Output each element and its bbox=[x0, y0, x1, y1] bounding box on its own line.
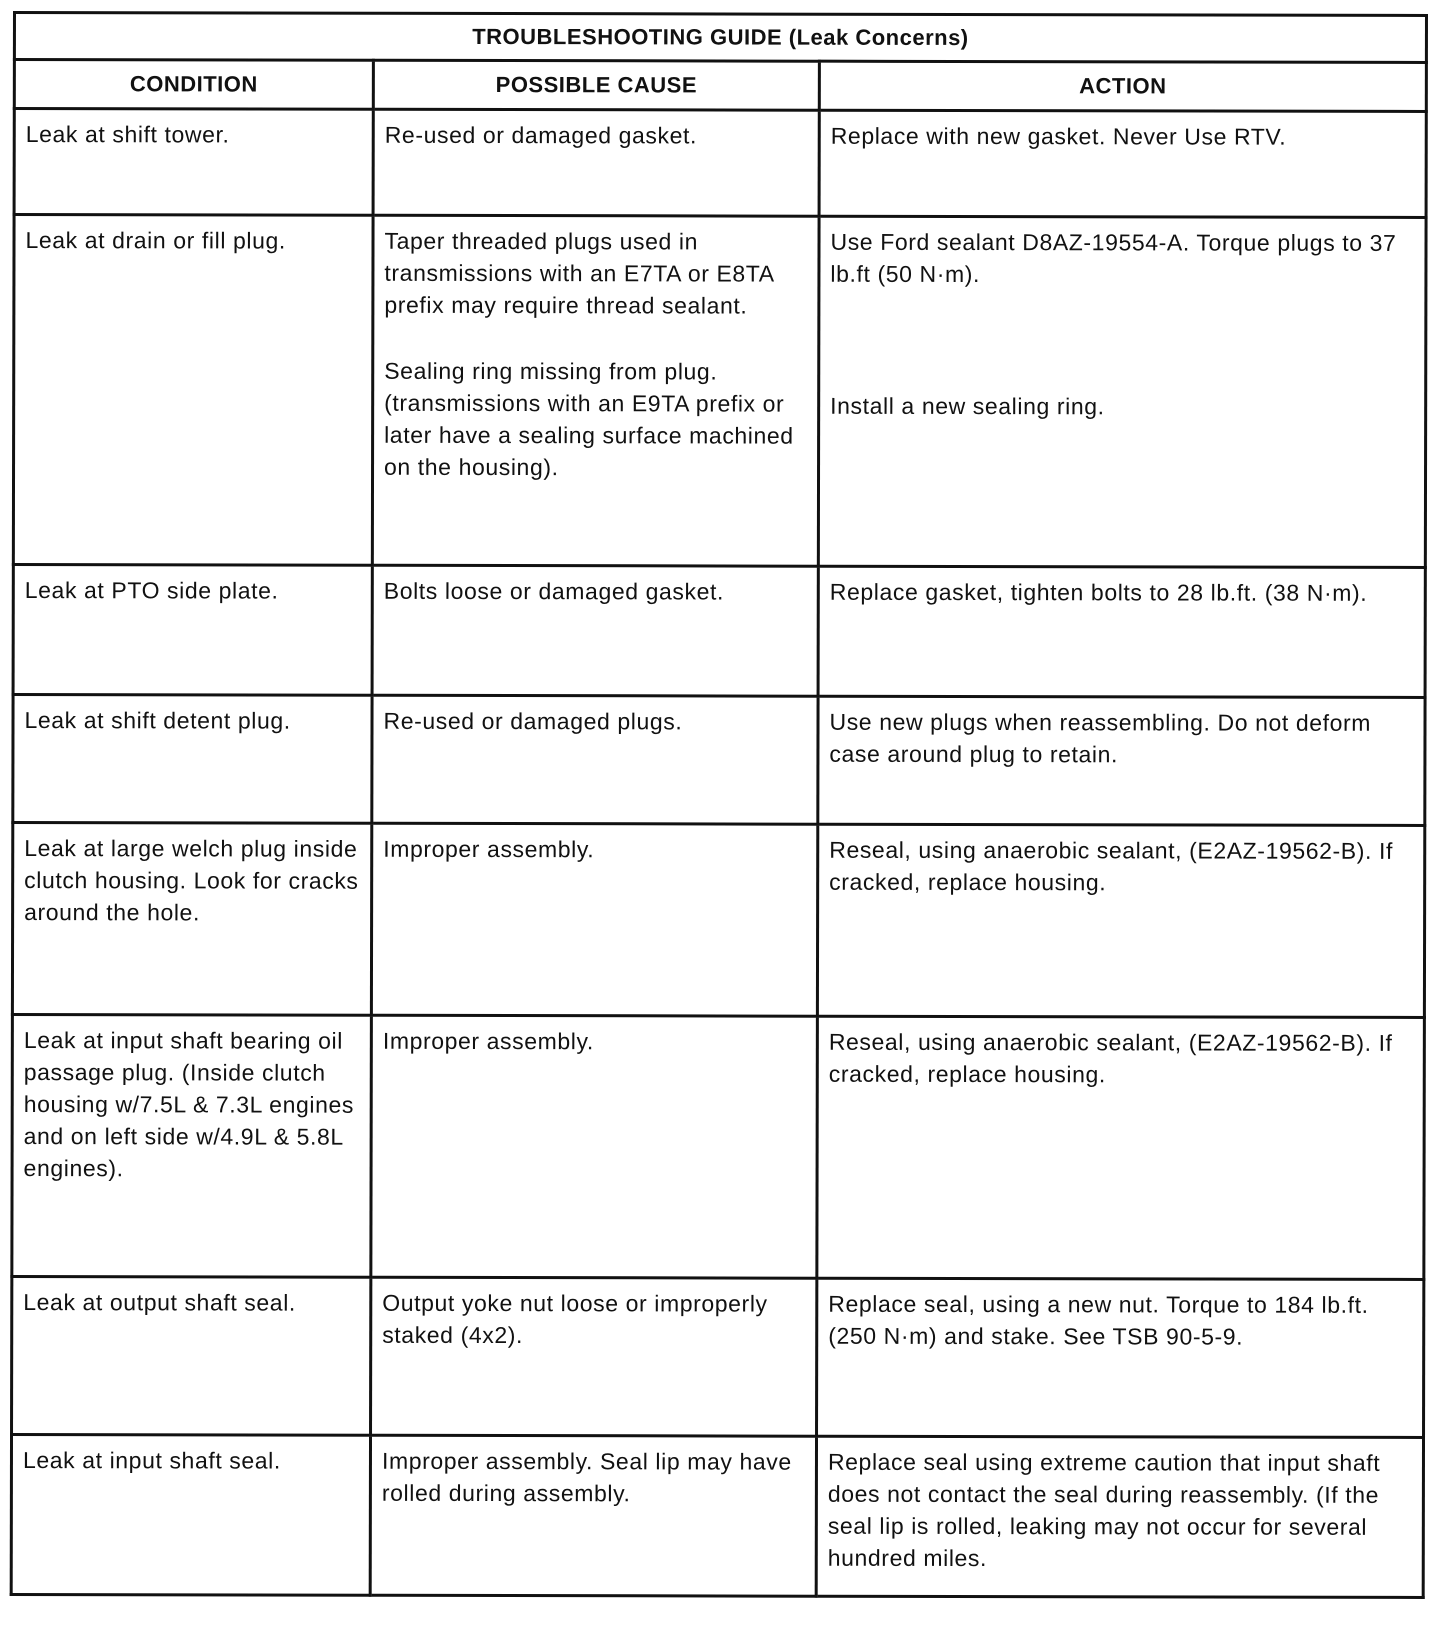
troubleshooting-table bbox=[10, 11, 1428, 1599]
header-condition: CONDITION bbox=[14, 60, 373, 110]
action-text: Use new plugs when reassembling. Do not deform case around plug to retain. bbox=[829, 708, 1372, 768]
cause-text: Re-used or damaged plugs. bbox=[383, 707, 683, 735]
table-row bbox=[11, 1435, 1423, 1598]
action-text: Install a new sealing ring. bbox=[830, 392, 1105, 420]
action-text: Use Ford sealant D8AZ-19554-A. Torque plugs to 37 lb.ft (50 N·m). bbox=[830, 228, 1397, 288]
header-possible-cause: POSSIBLE CAUSE bbox=[373, 60, 819, 110]
condition-cell bbox=[13, 215, 373, 566]
condition-cell bbox=[12, 1277, 371, 1436]
header-action: ACTION bbox=[819, 61, 1426, 111]
table-row bbox=[14, 109, 1426, 218]
action-cell bbox=[817, 1016, 1425, 1279]
table-row bbox=[12, 823, 1424, 1018]
cause-cell bbox=[372, 215, 819, 566]
condition-text: Leak at input shaft bearing oil passage plug. (Inside clutch housing w/7.5L & 7.3L engines and on left side w/4.9L & 5.8L engines). bbox=[23, 1027, 355, 1182]
cause-text: Improper assembly. bbox=[383, 835, 595, 863]
cause-cell bbox=[372, 695, 818, 824]
cause-text: Improper assembly. bbox=[382, 1027, 594, 1055]
condition-text: Leak at shift detent plug. bbox=[24, 707, 291, 734]
action-text: Reseal, using anaerobic sealant, (E2AZ-19562-B). If cracked, replace housing. bbox=[829, 836, 1394, 896]
condition-text: Leak at PTO side plate. bbox=[24, 577, 279, 604]
action-cell bbox=[818, 566, 1425, 697]
cause-text: Taper threaded plugs used in transmissions with an E7TA or E8TA prefix may require thread sealant. bbox=[384, 227, 774, 319]
condition-text: Leak at drain or fill plug. bbox=[25, 227, 286, 254]
cause-cell bbox=[371, 823, 817, 1016]
cause-cell bbox=[372, 565, 818, 696]
action-cell bbox=[819, 110, 1426, 217]
table-row bbox=[13, 695, 1425, 826]
condition-text: Leak at shift tower. bbox=[25, 121, 230, 148]
table-row bbox=[13, 215, 1426, 568]
action-cell bbox=[818, 696, 1425, 825]
action-cell bbox=[817, 1278, 1424, 1437]
condition-cell bbox=[13, 565, 372, 696]
cause-text: Bolts loose or damaged gasket. bbox=[383, 577, 725, 605]
condition-cell bbox=[12, 823, 371, 1016]
action-cell bbox=[818, 216, 1426, 567]
action-text: Replace seal using extreme caution that input shaft does not contact the seal during reassembly. (If the seal lip is rolled, leaking may not occur for several hundred miles. bbox=[827, 1448, 1381, 1572]
condition-cell bbox=[11, 1435, 370, 1596]
condition-cell bbox=[12, 1015, 372, 1278]
action-text: Reseal, using anaerobic sealant, (E2AZ-19562-B). If cracked, replace housing. bbox=[828, 1028, 1393, 1088]
action-cell bbox=[817, 824, 1424, 1017]
table-row bbox=[12, 1277, 1424, 1438]
cause-cell bbox=[373, 109, 819, 216]
header-row bbox=[14, 60, 1426, 112]
action-text: Replace gasket, tighten bolts to 28 lb.ft. (38 N·m). bbox=[829, 578, 1368, 606]
table-row bbox=[12, 1015, 1425, 1280]
cause-cell bbox=[371, 1015, 818, 1278]
cause-text: Sealing ring missing from plug. (transmissions with an E9TA prefix or later have a sealing surface machined on the housing). bbox=[384, 357, 794, 481]
condition-text: Leak at large welch plug inside clutch housing. Look for cracks around the hole. bbox=[24, 835, 359, 926]
title-row bbox=[14, 13, 1426, 63]
action-text: Replace seal, using a new nut. Torque to 184 lb.ft. (250 N·m) and stake. See TSB 90-5-9. bbox=[828, 1290, 1369, 1350]
condition-cell bbox=[14, 109, 373, 216]
cause-text: Improper assembly. Seal lip may have rolled during assembly. bbox=[381, 1447, 792, 1507]
table-row bbox=[13, 565, 1425, 698]
table-title: TROUBLESHOOTING GUIDE (Leak Concerns) bbox=[14, 13, 1426, 63]
cause-text: Re-used or damaged gasket. bbox=[384, 121, 698, 149]
condition-text: Leak at input shaft seal. bbox=[22, 1447, 281, 1474]
cause-cell bbox=[371, 1277, 817, 1436]
action-cell bbox=[816, 1436, 1423, 1597]
condition-text: Leak at output shaft seal. bbox=[23, 1289, 296, 1316]
cause-cell bbox=[370, 1435, 816, 1596]
cause-text: Output yoke nut loose or improperly staked (4x2). bbox=[382, 1289, 768, 1349]
condition-cell bbox=[13, 695, 372, 824]
action-text: Replace with new gasket. Never Use RTV. bbox=[830, 122, 1287, 150]
